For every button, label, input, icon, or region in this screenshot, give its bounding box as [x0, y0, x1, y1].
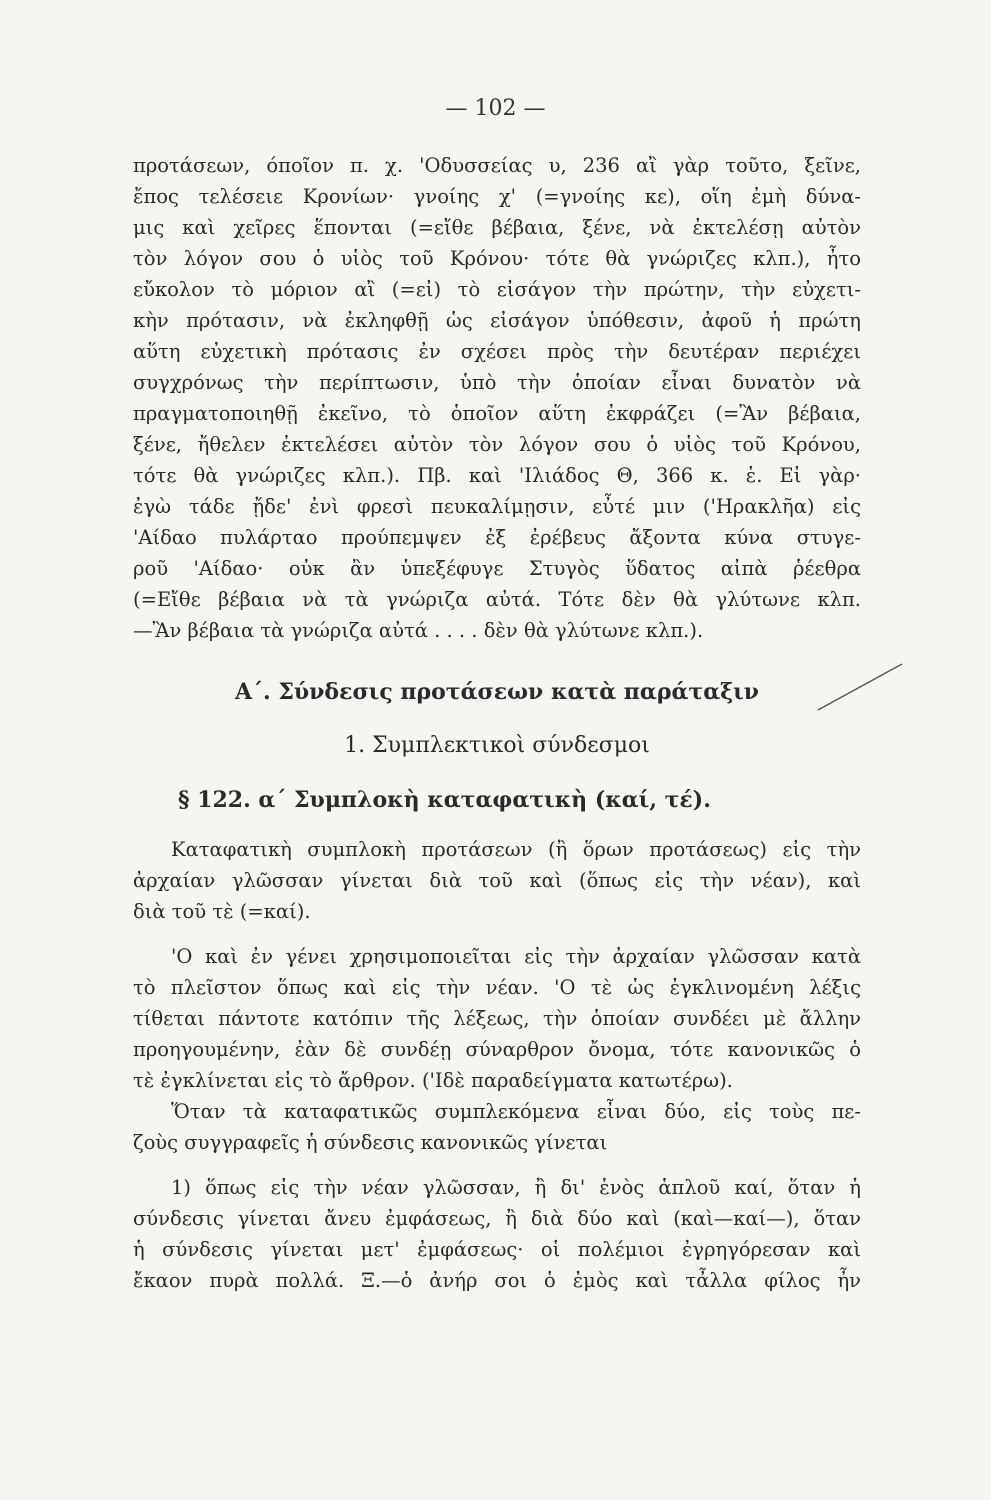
text-line: —Ἂν βέβαια τὰ γνώριζα αὐτά . . . . δὲν θὰ γλύτωνε κλπ.).	[133, 619, 704, 642]
text-line: μις καὶ χεῖρες ἕπονται (=εἴθε βέβαια, ξένε, νὰ ἐκτελέσῃ αὐτὸν	[133, 216, 861, 239]
text-line: ροῦ 'Αίδαο· οὐκ ἂν ὑπεξέφυγε Στυγὸς ὕδατος αἰπὰ ῥέεθρα	[133, 557, 861, 580]
text-line: ἐγὼ τάδε ᾔδε' ἐνὶ φρεσὶ πευκαλίμῃσιν, εὖτέ μιν ('Ηρακλῆα) εἰς	[133, 495, 861, 518]
page-body	[133, 150, 861, 1296]
paragraph-2	[133, 941, 861, 1096]
text-line: ἔκαον πυρὰ πολλά. Ξ.—ὁ ἀνήρ σοι ὁ ἐμὸς καὶ τἆλλα φίλος ἦν	[133, 1269, 861, 1292]
text-line: Καταφατικὴ συμπλοκὴ προτάσεων (ἢ ὅρων προτάσεως) εἰς τὴν	[171, 838, 861, 861]
pencil-mark	[810, 658, 910, 718]
text-line: κὴν πρότασιν, νὰ ἐκληφθῇ ὡς εἰσάγον ὑπόθεσιν, ἀφοῦ ἡ πρώτη	[133, 309, 861, 332]
text-line: διὰ τοῦ τὲ (=καί).	[133, 900, 311, 923]
page-number: — 102 —	[445, 96, 546, 121]
text-line: Ὅταν τὰ καταφατικῶς συμπλεκόμενα εἶναι δύο, εἰς τοὺς πε-	[171, 1100, 861, 1123]
text-line: ξένε, ἤθελεν ἐκτελέσει αὐτὸν τὸν λόγον σου ὁ υἱὸς τοῦ Κρόνου,	[133, 433, 861, 456]
chapter-heading: Α΄. Σύνδεσις προτάσεων κατὰ παράταξιν	[234, 679, 760, 705]
paragraph-1	[133, 834, 861, 927]
text-line: προηγουμένην, ἐὰν δὲ συνδέῃ σύναρθρον ὄνομα, τότε κανονικῶς ὁ	[133, 1038, 861, 1061]
text-line: τὸν λόγον σου ὁ υἱὸς τοῦ Κρόνου· τότε θὰ γνώριζες κλπ.), ἦτο	[133, 247, 861, 270]
text-line: τὸ πλεῖστον ὅπως καὶ εἰς τὴν νέαν. 'Ο τὲ ὡς ἐγκλινομένη λέξις	[133, 976, 861, 999]
paragraph-3	[133, 1096, 861, 1158]
text-line: πραγματοποιηθῇ ἐκεῖνο, τὸ ὁποῖον αὕτη ἐκφράζει (=Ἂν βέβαια,	[133, 402, 861, 425]
section-heading: § 122. α΄ Συμπλοκὴ καταφατικὴ (καί, τέ).	[178, 787, 711, 813]
text-line: συγχρόνως τὴν περίπτωσιν, ὑπὸ τὴν ὁποίαν εἶναι δυνατὸν νὰ	[133, 371, 861, 394]
text-line: εὔκολον τὸ μόριον αἲ (=εἰ) τὸ εἰσάγον τὴν πρώτην, τὴν εὐχετι-	[133, 278, 861, 301]
subsection-heading: 1. Συμπλεκτικοὶ σύνδεσμοι	[344, 733, 650, 758]
text-line: 1) ὅπως εἰς τὴν νέαν γλῶσσαν, ἢ δι' ἑνὸς ἁπλοῦ καί, ὅταν ἡ	[171, 1176, 861, 1199]
paragraph-continuation	[133, 150, 861, 646]
text-line: τότε θὰ γνώριζες κλπ.). Πβ. καὶ 'Ιλιάδος Θ, 366 κ. ἑ. Εἰ γὰρ·	[133, 464, 861, 487]
text-line: ἀρχαίαν γλῶσσαν γίνεται διὰ τοῦ καὶ (ὅπως εἰς τὴν νέαν), καὶ	[133, 869, 861, 892]
text-line: 'Ο καὶ ἐν γένει χρησιμοποιεῖται εἰς τὴν ἀρχαίαν γλῶσσαν κατὰ	[171, 945, 861, 968]
text-line: (=Εἴθε βέβαια νὰ τὰ γνώριζα αὐτά. Τότε δὲν θὰ γλύτωνε κλπ.	[133, 588, 861, 611]
text-line: ζοὺς συγγραφεῖς ἡ σύνδεσις κανονικῶς γίνεται	[133, 1131, 608, 1154]
text-line: τίθεται πάντοτε κατόπιν τῆς λέξεως, τὴν ὁποίαν συνδέει μὲ ἄλλην	[133, 1007, 861, 1030]
paragraph-4	[133, 1172, 861, 1296]
text-line: τὲ ἐγκλίνεται εἰς τὸ ἄρθρον. ('Ιδὲ παραδείγματα κατωτέρω).	[133, 1069, 733, 1092]
text-line: 'Αίδαο πυλάρταο προύπεμψεν ἐξ ἐρέβευς ἄξοντα κύνα στυγε-	[133, 526, 861, 549]
text-line: σύνδεσις γίνεται ἄνευ ἐμφάσεως, ἢ διὰ δύο καὶ (καὶ—καί—), ὅταν	[133, 1207, 861, 1230]
text-line: ἔπος τελέσειε Κρονίων· γνοίης χ' (=γνοίης κε), οἵη ἐμὴ δύνα-	[133, 185, 861, 208]
text-line: αὕτη εὐχετικὴ πρότασις ἐν σχέσει πρὸς τὴν δευτέραν περιέχει	[133, 340, 861, 363]
text-line: ἡ σύνδεσις γίνεται μετ' ἐμφάσεως· οἱ πολέμιοι ἐγρηγόρεσαν καὶ	[133, 1238, 861, 1261]
text-line: προτάσεων, όποῖον π. χ. 'Οδυσσείας υ, 236 αἲ γὰρ τοῦτο, ξεῖνε,	[133, 154, 861, 177]
